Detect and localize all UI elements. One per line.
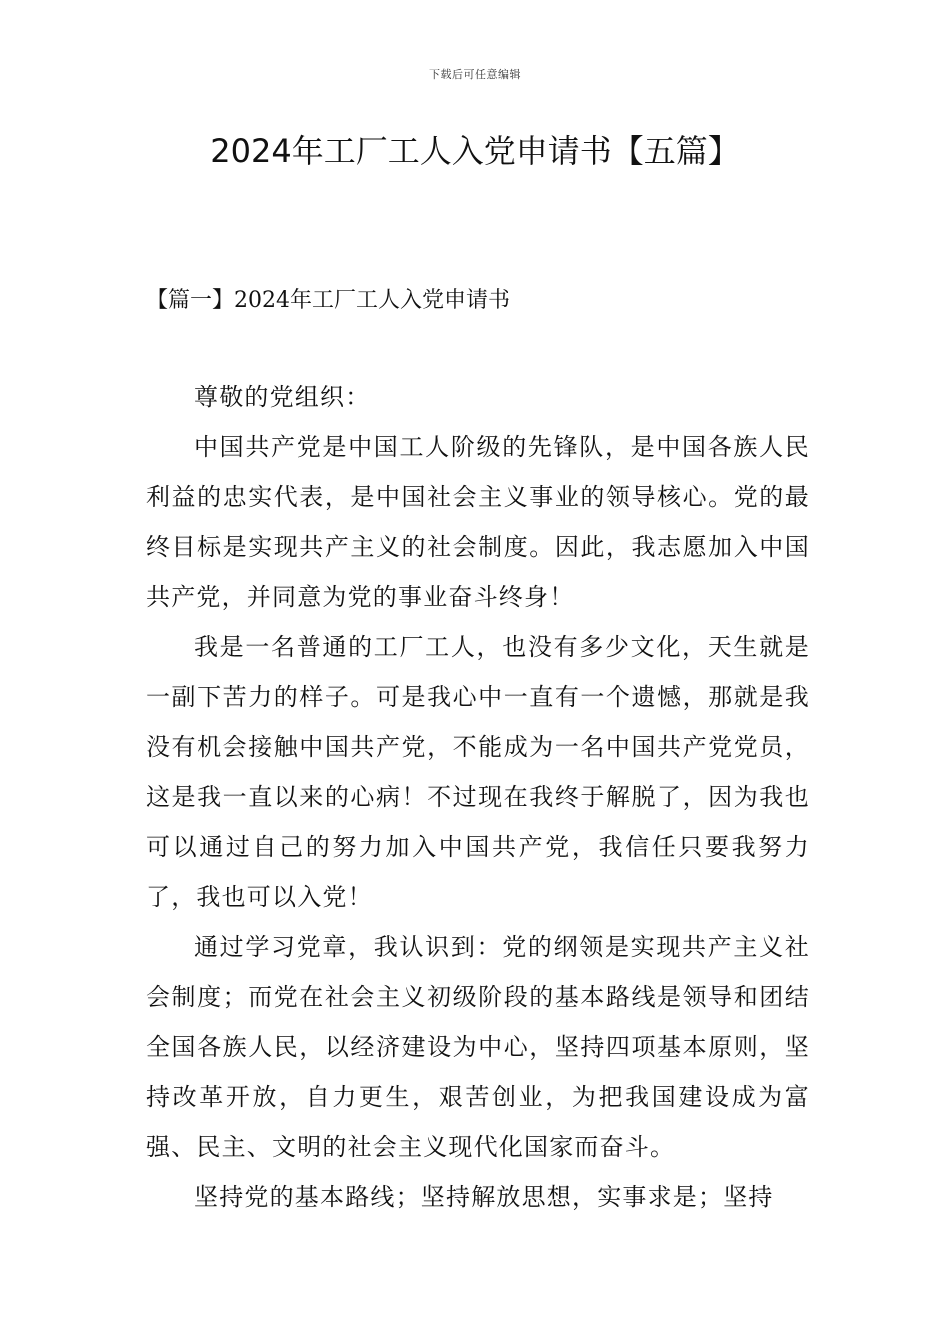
paragraph: 我是一名普通的工厂工人，也没有多少文化，天生就是一副下苦力的样子。可是我心中一直有一个遗憾，那就是我没有机会接触中国共产党，不能成为一名中国共产党党员，这是我一直以来的心病！不过现在我终于解脱了，因为我也可以通过自己的努力加入中国共产党，我信任只要我努力了，我也可以入党！ — [146, 633, 810, 911]
paragraph: 中国共产党是中国工人阶级的先锋队，是中国各族人民利益的忠实代表，是中国社会主义事业的领导核心。党的最终目标是实现共产主义的社会制度。因此，我志愿加入中国共产党，并同意为党的事业奋斗终身！ — [146, 433, 810, 611]
salutation: 尊敬的党组织： — [194, 383, 371, 411]
paragraph: 坚持党的基本路线；坚持解放思想，实事求是；坚持 — [194, 1183, 774, 1211]
paragraph: 通过学习党章，我认识到：党的纲领是实现共产主义社会制度；而党在社会主义初级阶段的基本路线是领导和团结全国各族人民，以经济建设为中心，坚持四项基本原则，坚持改革开放，自力更生，艰苦创业，为把我国建设成为富强、民主、文明的社会主义现代化国家而奋斗。 — [146, 933, 810, 1161]
header-note: 下载后可任意编辑 — [429, 68, 521, 81]
document-title: 2024年工厂工人入党申请书【五篇】 — [210, 132, 740, 170]
section-heading: 【篇一】2024年工厂工人入党申请书 — [146, 288, 510, 313]
document-body — [146, 372, 810, 1222]
